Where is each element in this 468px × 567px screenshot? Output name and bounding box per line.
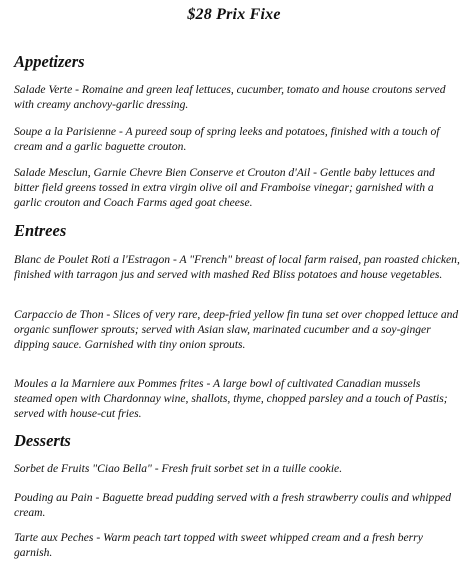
section-heading-entrees: Entrees (14, 221, 67, 240)
section-heading-desserts: Desserts (14, 431, 71, 450)
menu-title: $28 Prix Fixe (187, 6, 281, 23)
menu-item: Tarte aux Peches - Warm peach tart topped with sweet whipped cream and a fresh berry garnish. (14, 531, 423, 559)
menu-item: Sorbet de Fruits "Ciao Bella" - Fresh fruit sorbet set in a tuille cookie. (14, 462, 343, 475)
menu-item: Blanc de Poulet Roti a l'Estragon - A "French" breast of local farm raised, pan roasted chicken, finished with tarragon jus and served with mashed Red Bliss potatoes and house vegetables. (14, 253, 460, 281)
menu-item: Carpaccio de Thon - Slices of very rare, deep-fried yellow fin tuna set over chopped lettuce and organic sunflower sprouts; served with Asian slaw, marinated cucumber and a soy-ginger dipping sauce. Garnished with tiny onion sprouts. (14, 308, 459, 351)
section-heading-appetizers: Appetizers (14, 52, 85, 71)
menu-item: Soupe a la Parisienne - A pureed soup of spring leeks and potatoes, finished with a touch of cream and a garlic baguette crouton. (14, 125, 440, 153)
menu-item: Pouding au Pain - Baguette bread pudding served with a fresh strawberry coulis and whipped cream. (14, 491, 452, 519)
menu-item: Moules a la Marniere aux Pommes frites - A large bowl of cultivated Canadian mussels steamed open with Chardonnay wine, shallots, thyme, chopped parsley and a touch of Pastis; served with house-cut fries. (14, 377, 448, 420)
menu-item: Salade Mesclun, Garnie Chevre Bien Conserve et Crouton d'Ail - Gentle baby lettuces and bitter field greens tossed in extra virgin olive oil and Framboise vinegar; garnished with a garlic crouton and Coach Farms aged goat cheese. (14, 166, 435, 209)
menu-item: Salade Verte - Romaine and green leaf lettuces, cucumber, tomato and house croutons served with creamy anchovy-garlic dressing. (14, 83, 446, 111)
